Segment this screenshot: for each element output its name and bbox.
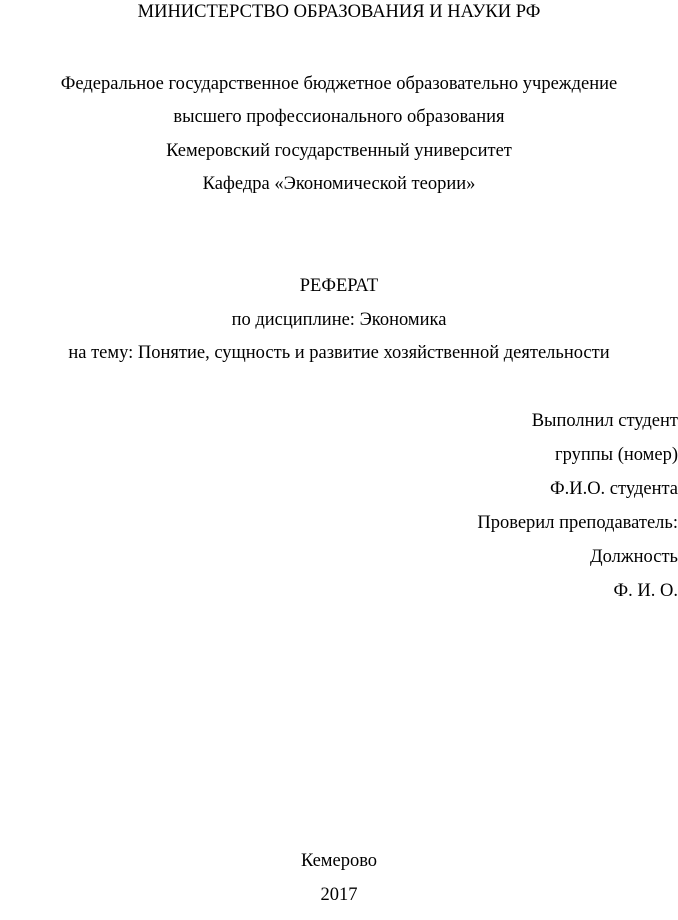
author-position: Должность — [590, 547, 678, 567]
ministry-title: МИНИСТЕРСТВО ОБРАЗОВАНИЯ И НАУКИ РФ — [137, 2, 541, 22]
author-performed-by: Выполнил студент — [531, 411, 678, 431]
institution-line-1: Федеральное государственное бюджетное образовательно учреждение — [60, 74, 618, 94]
city: Кемерово — [300, 851, 378, 871]
institution-line-2: высшего профессионального образования — [173, 107, 505, 127]
author-checked-by: Проверил преподаватель: — [477, 513, 678, 533]
institution-line-3: Кемеровский государственный университет — [166, 141, 512, 161]
discipline: по дисциплине: Экономика — [231, 310, 447, 330]
document-type: РЕФЕРАТ — [299, 276, 379, 296]
author-teacher-name: Ф. И. О. — [613, 581, 678, 601]
author-group: группы (номер) — [555, 445, 678, 465]
year: 2017 — [320, 885, 358, 905]
topic: на тему: Понятие, сущность и развитие хозяйственной деятельности — [68, 343, 610, 363]
author-student-name: Ф.И.О. студента — [549, 479, 678, 499]
department-name: Кафедра «Экономической теории» — [202, 174, 476, 194]
